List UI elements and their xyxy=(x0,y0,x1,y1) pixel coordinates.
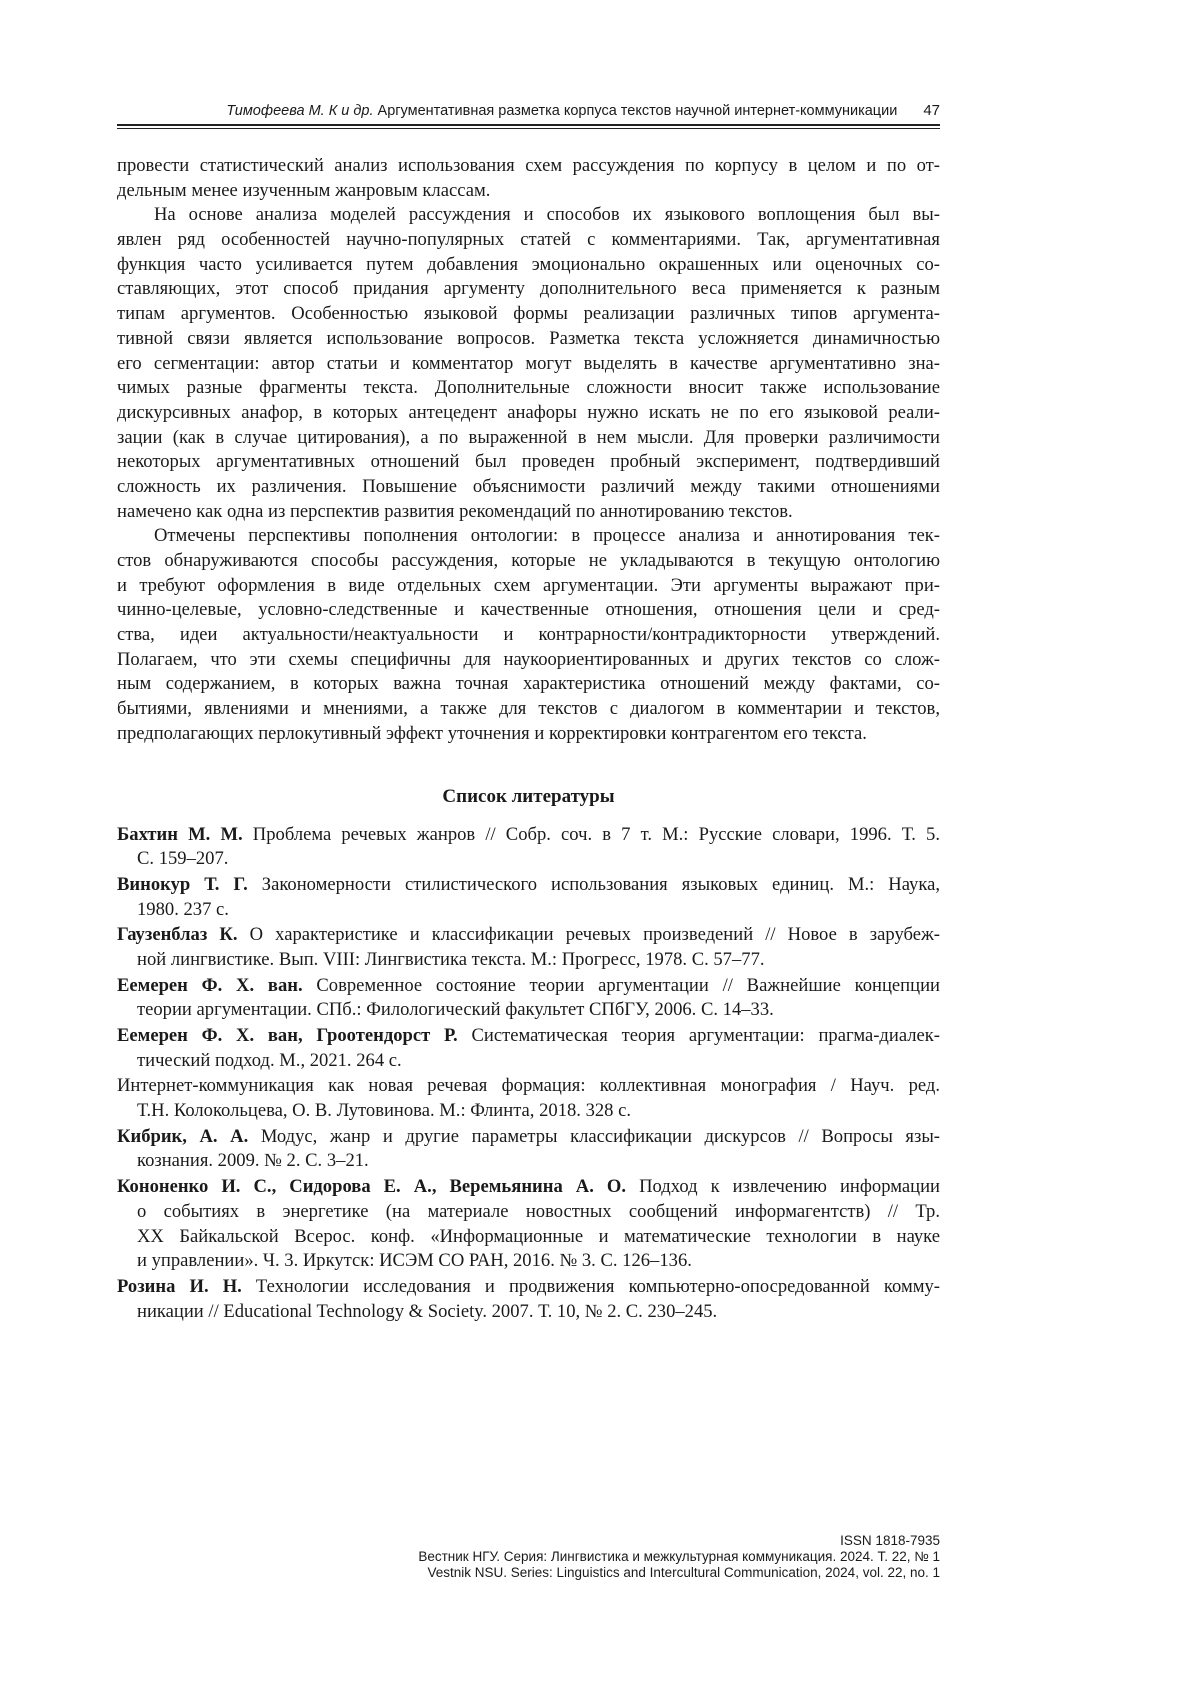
text-line: и требуют оформления в виде отдельных схем аргументации. Эти аргументы выражают при- xyxy=(117,574,940,599)
reference-text: Интернет-коммуникация как новая речевая формация: коллективная монография / Науч. ред. xyxy=(117,1075,940,1096)
reference-line xyxy=(117,1074,940,1099)
reference-line xyxy=(117,823,940,848)
paragraph xyxy=(117,524,940,746)
page-footer xyxy=(418,1533,940,1581)
text-line: чинно-целевые, условно-следственные и качественные отношения, отношения цели и сред- xyxy=(117,598,940,623)
references-heading: Список литературы xyxy=(117,785,940,809)
reference-text: Подход к извлечению информации xyxy=(639,1176,940,1197)
reference-line xyxy=(117,1149,940,1174)
reference-item xyxy=(117,974,940,1023)
text-line: На основе анализа моделей рассуждения и способов их языкового воплощения был вы- xyxy=(117,203,940,228)
reference-author: Винокур Т. Г. xyxy=(117,874,248,895)
paragraph xyxy=(117,154,940,203)
page-body xyxy=(117,154,940,1324)
reference-line xyxy=(117,1175,940,1200)
reference-item xyxy=(117,1175,940,1274)
reference-item xyxy=(117,1125,940,1174)
reference-text: О характеристике и классификации речевых произведений // Новое в зарубеж- xyxy=(250,924,940,945)
text-line: предполагающих перлокутивный эффект уточнения и корректировки контрагентом его текста. xyxy=(117,722,940,747)
footer-journal-en: Vestnik NSU. Series: Linguistics and Intercultural Communication, 2024, vol. 22, no. 1 xyxy=(418,1565,940,1581)
reference-text: Т.Н. Колокольцева, О. В. Лутовинова. М.: Флинта, 2018. 328 с. xyxy=(137,1100,631,1121)
text-line: дискурсивных анафор, в которых антецедент анафоры нужно искать не по его языковой реали- xyxy=(117,401,940,426)
text-line: некоторых аргументативных отношений был проведен пробный эксперимент, подтвердивший xyxy=(117,450,940,475)
reference-text: Современное состояние теории аргументации // Важнейшие концепции xyxy=(316,975,940,996)
reference-text: Систематическая теория аргументации: прагма-диалек- xyxy=(471,1025,940,1046)
text-line: сложность их различения. Повышение объяснимости различий между такими отношениями xyxy=(117,475,940,500)
page-number: 47 xyxy=(923,102,940,119)
text-line: ства, идеи актуальности/неактуальности и контрарности/контрадикторности утверждений. xyxy=(117,623,940,648)
main-text xyxy=(117,154,940,747)
paragraph xyxy=(117,203,940,524)
reference-text: никации // Educational Technology & Society. 2007. Т. 10, № 2. С. 230–245. xyxy=(137,1301,717,1322)
reference-item xyxy=(117,1275,940,1324)
reference-text: тический подход. М., 2021. 264 с. xyxy=(137,1050,402,1071)
reference-author: Кононенко И. С., Сидорова Е. А., Веремьянина А. О. xyxy=(117,1176,626,1197)
header-authors: Тимофеева М. К и др. xyxy=(226,103,373,119)
text-line: типам аргументов. Особенностью языковой формы реализации различных типов аргумента- xyxy=(117,302,940,327)
reference-author: Кибрик, А. А. xyxy=(117,1126,248,1147)
text-line: тивной связи является использование вопросов. Разметка текста усложняется динамичностью xyxy=(117,327,940,352)
reference-text: кознания. 2009. № 2. С. 3–21. xyxy=(137,1150,369,1171)
text-line: зации (как в случае цитирования), а по выраженной в нем мысли. Для проверки различимости xyxy=(117,426,940,451)
reference-author: Бахтин М. М. xyxy=(117,824,243,845)
reference-line xyxy=(117,1125,940,1150)
text-line: стов обнаруживаются способы рассуждения, которые не укладываются в текущую онтологию xyxy=(117,549,940,574)
reference-text: Технологии исследования и продвижения компьютерно-опосредованной комму- xyxy=(256,1276,940,1297)
reference-item xyxy=(117,823,940,872)
text-line: дельным менее изученным жанровым классам. xyxy=(117,179,940,204)
reference-line xyxy=(117,923,940,948)
reference-item xyxy=(117,1024,940,1073)
running-title xyxy=(226,103,897,119)
reference-line xyxy=(117,1099,940,1124)
running-header xyxy=(117,102,940,119)
references-list xyxy=(117,823,940,1325)
reference-text: 1980. 237 с. xyxy=(137,899,229,920)
reference-author: Розина И. Н. xyxy=(117,1276,242,1297)
text-line: функция часто усиливается путем добавления эмоционально окрашенных или оценочных со- xyxy=(117,253,940,278)
reference-line xyxy=(117,1049,940,1074)
reference-text: Модус, жанр и другие параметры классификации дискурсов // Вопросы язы- xyxy=(261,1126,940,1147)
reference-text: о событиях в энергетике (на материале новостных сообщений информагентств) // Тр. xyxy=(137,1201,940,1222)
reference-text: Закономерности стилистического использования языковых единиц. М.: Наука, xyxy=(262,874,940,895)
reference-item xyxy=(117,873,940,922)
footer-issn: ISSN 1818-7935 xyxy=(418,1533,940,1549)
reference-text: и управлении». Ч. 3. Иркутск: ИСЭМ СО РАН, 2016. № 3. С. 126–136. xyxy=(137,1250,692,1271)
reference-line xyxy=(117,1275,940,1300)
text-line: провести статистический анализ использования схем рассуждения по корпусу в целом и по от- xyxy=(117,154,940,179)
reference-line xyxy=(117,998,940,1023)
text-line: его сегментации: автор статьи и комментатор могут выделять в качестве аргументативно зна- xyxy=(117,352,940,377)
text-line: бытиями, явлениями и мнениями, а также для текстов с диалогом в комментарии и текстов, xyxy=(117,697,940,722)
text-line: Полагаем, что эти схемы специфичны для наукоориентированных и других текстов со слож- xyxy=(117,648,940,673)
text-line: ным содержанием, в которых важна точная характеристика отношений между фактами, со- xyxy=(117,672,940,697)
reference-item xyxy=(117,923,940,972)
reference-line xyxy=(117,847,940,872)
text-line: явлен ряд особенностей научно-популярных статей с комментариями. Так, аргументативная xyxy=(117,228,940,253)
reference-author: Еемерен Ф. Х. ван. xyxy=(117,975,303,996)
header-rule xyxy=(117,124,940,129)
reference-item xyxy=(117,1074,940,1123)
reference-author: Гаузенблаз К. xyxy=(117,924,238,945)
text-line: Отмечены перспективы пополнения онтологии: в процессе анализа и аннотирования тек- xyxy=(117,524,940,549)
reference-line xyxy=(117,1024,940,1049)
reference-text: Проблема речевых жанров // Собр. соч. в 7 т. М.: Русские словари, 1996. Т. 5. xyxy=(253,824,940,845)
reference-line xyxy=(117,1200,940,1225)
reference-line xyxy=(117,898,940,923)
reference-line xyxy=(117,873,940,898)
reference-text: С. 159–207. xyxy=(137,848,228,869)
reference-text: ной лингвистике. Вып. VIII: Лингвистика текста. М.: Прогресс, 1978. С. 57–77. xyxy=(137,949,765,970)
reference-text: теории аргументации. СПб.: Филологический факультет СПбГУ, 2006. С. 14–33. xyxy=(137,999,774,1020)
reference-text: XX Байкальской Всерос. конф. «Информационные и математические технологии в науке xyxy=(137,1226,940,1247)
reference-author: Еемерен Ф. Х. ван, Гроотендорст Р. xyxy=(117,1025,458,1046)
reference-line xyxy=(117,1249,940,1274)
footer-journal-ru: Вестник НГУ. Серия: Лингвистика и межкультурная коммуникация. 2024. Т. 22, № 1 xyxy=(418,1549,940,1565)
header-title: Аргументативная разметка корпуса текстов научной интернет-коммуникации xyxy=(378,103,898,119)
reference-line xyxy=(117,948,940,973)
reference-line xyxy=(117,1225,940,1250)
text-line: намечено как одна из перспектив развития рекомендаций по аннотированию текстов. xyxy=(117,500,940,525)
text-line: ставляющих, этот способ придания аргументу дополнительного веса применяется к разным xyxy=(117,277,940,302)
text-line: чимых разные фрагменты текста. Дополнительные сложности вносит также использование xyxy=(117,376,940,401)
reference-line xyxy=(117,974,940,999)
reference-line xyxy=(117,1300,940,1325)
